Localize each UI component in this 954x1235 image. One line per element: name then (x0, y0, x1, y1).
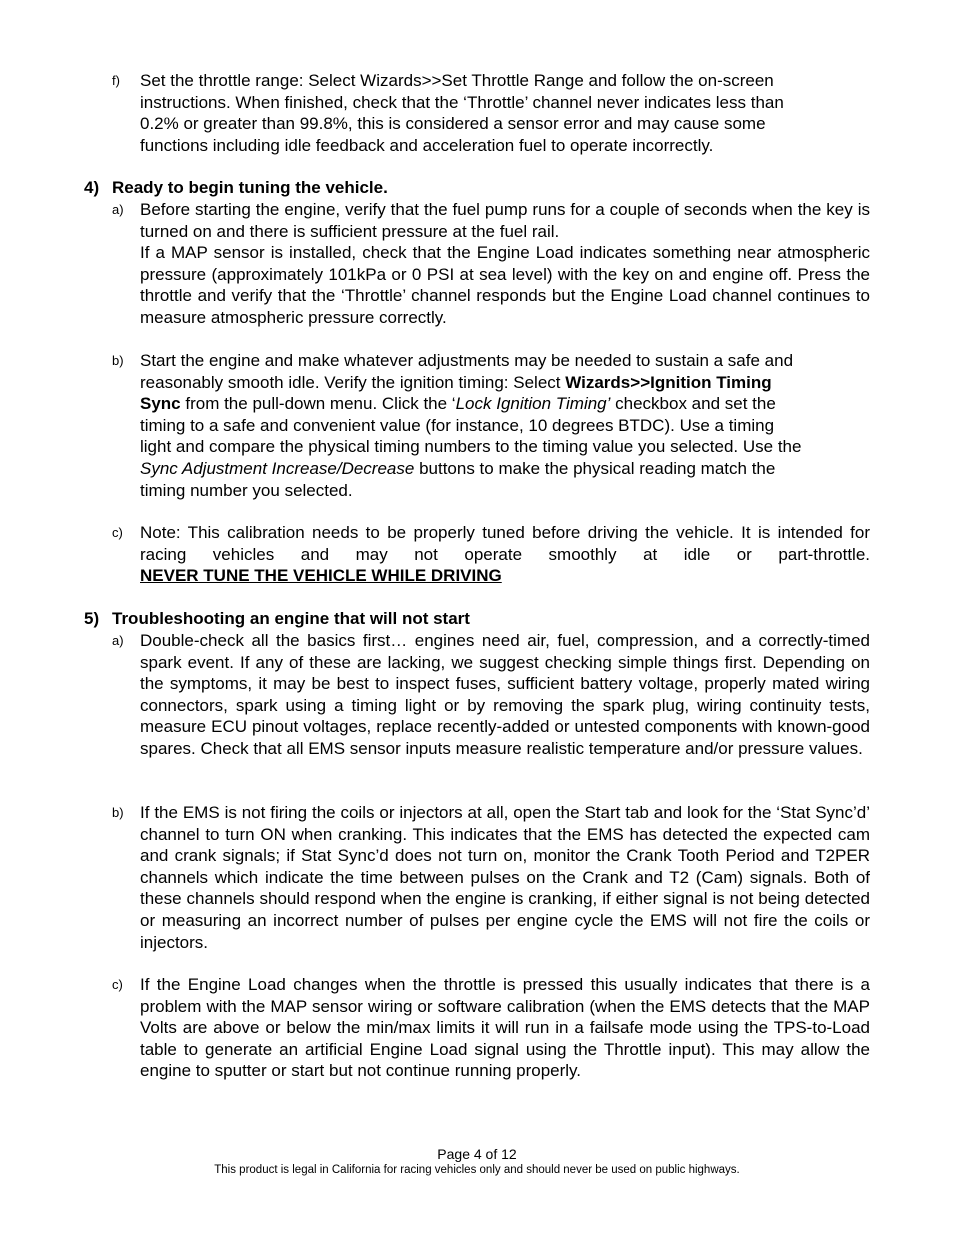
step-f-line-1: Set the throttle range: Select Wizards>>Set Throttle Range and follow the on-screen (140, 71, 774, 90)
section-4-b-line-2: reasonably smooth idle. Verify the ignition timing: Select Wizards>>Ignition Timing (140, 372, 772, 392)
section-4-b-line-3: Sync from the pull-down menu. Click the ‘Lock Ignition Timing’ checkbox and set the (140, 394, 776, 414)
section-5-item-b (112, 802, 870, 953)
section-5-item-a (112, 630, 870, 760)
step-f-line-4: functions including idle feedback and acceleration fuel to operate incorrectly. (140, 135, 714, 155)
section-4-heading (84, 177, 388, 199)
section-5-b-text: If the EMS is not firing the coils or injectors at all, open the Start tab and look for the ‘Stat Sync’d’ channel to turn ON when cranking. This indicates that the EMS has detected the expected cam and crank signals; if Stat Sync’d does not turn on, monitor the Crank Tooth Period and T2PER channels which indicate the time between pulses on the Crank and T2 (Cam) signals. Both of these channels should respond when the engine is cranking, if either signal is not being detected or measuring an incorrect number of pulses per engine cycle the EMS will not fire the coils or injectors. (140, 803, 870, 952)
page-number: Page 4 of 12 (437, 1146, 517, 1162)
step-f (112, 70, 870, 156)
section-4-c-note: Note: This calibration needs to be properly tuned before driving the vehicle. It is intended for racing vehicles and may not operate smoothly at idle or part-throttle. (140, 523, 870, 564)
section-4-item-c (112, 522, 870, 587)
section-5-title: Troubleshooting an engine that will not start (112, 609, 470, 628)
section-4-a-marker: a) (112, 202, 124, 217)
section-4-a-paragraph-2: If a MAP sensor is installed, check that the Engine Load indicates something near atmospheric pressure (approximately 101kPa or 0 PSI at sea level) with the key on and engine off. Press the throttle and verify that the ‘Throttle’ channel responds but the Engine Load channel continues to measure atmospheric pressure correctly. (140, 243, 870, 327)
section-4-a-paragraph-1: Before starting the engine, verify that the fuel pump runs for a couple of seconds when the key is turned on and there is sufficient pressure at the fuel rail. (140, 200, 870, 241)
lock-ignition-timing-ref: Lock Ignition Timing’ (455, 394, 611, 414)
section-5-a-marker: a) (112, 633, 124, 648)
section-4-item-b (112, 350, 870, 501)
step-f-line-3: 0.2% or greater than 99.8%, this is considered a sensor error and may cause some (140, 114, 766, 134)
section-5-c-text: If the Engine Load changes when the throttle is pressed this usually indicates that there is a problem with the MAP sensor wiring or software calibration (when the EMS detects that the MAP Volts are above or below the min/max limits it will run in a failsafe mode using the TPS-to-Load table to generate an artificial Engine Load signal using the Throttle input). This may allow the engine to sputter or start but not continue running properly. (140, 975, 870, 1081)
section-4-b-marker: b) (112, 353, 124, 368)
section-4-b-line-5: light and compare the physical timing numbers to the timing value you selected. Use the (140, 437, 802, 457)
section-4-title: Ready to begin tuning the vehicle. (112, 178, 388, 197)
section-5-b-marker: b) (112, 805, 124, 820)
section-4-b-line-7: timing number you selected. (140, 480, 353, 500)
section-5-heading (84, 608, 470, 630)
section-5-c-marker: c) (112, 977, 123, 992)
wizard-menu-path: Wizards>>Ignition Timing (565, 372, 772, 392)
driving-warning: NEVER TUNE THE VEHICLE WHILE DRIVING (140, 566, 502, 586)
step-f-marker: f) (112, 73, 120, 88)
section-5-item-c (112, 974, 870, 1082)
sync-adjustment-ref: Sync Adjustment Increase/Decrease (140, 458, 415, 478)
step-f-text (140, 70, 870, 156)
section-4-b-text (140, 350, 870, 501)
section-4-b-line-4: timing to a safe and convenient value (for instance, 10 degrees BTDC). Use a timing (140, 415, 775, 435)
step-f-line-2: instructions. When finished, check that the ‘Throttle’ channel never indicates less than (140, 92, 784, 112)
section-5-number: 5) (84, 609, 100, 628)
section-4-c-marker: c) (112, 525, 123, 540)
section-4-item-a (112, 199, 870, 329)
section-5-a-text: Double-check all the basics first… engines need air, fuel, compression, and a correctly-timed spark event. If any of these are lacking, we suggest checking simple things first. Depending on the symptoms, it may be best to inspect fuses, sufficient battery voltage, properly mated wiring connectors, spark using a timing light or by removing the spark plug, wiring continuity tests, measure ECU pinout voltages, replace recently-added or untested components with known-good spares. Check that all EMS sensor inputs measure realistic temperature and/or pressure values. (140, 631, 870, 758)
legal-disclaimer: This product is legal in California for racing vehicles only and should never be used on public highways. (214, 1164, 740, 1176)
section-4-b-line-6: Sync Adjustment Increase/Decrease buttons to make the physical reading match the (140, 458, 776, 478)
section-4-number: 4) (84, 178, 100, 197)
section-4-b-line-1: Start the engine and make whatever adjustments may be needed to sustain a safe and (140, 351, 794, 370)
wizard-menu-path-end: Sync (140, 394, 181, 414)
